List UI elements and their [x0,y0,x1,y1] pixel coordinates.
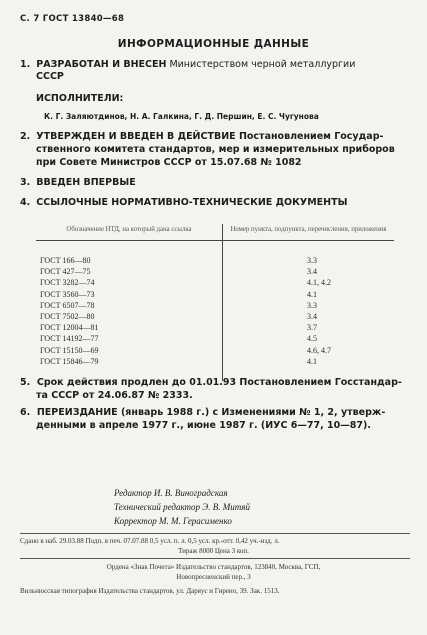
ref-clause: 3.4 [307,267,317,277]
section-2-number: 2. [20,131,31,142]
table-row [36,255,394,266]
imprint-line2: Тираж 8000 Цена 3 коп. [178,547,249,555]
divider-middle [20,558,410,559]
section-3-heading: ВВЕДЕН ВПЕРВЫЕ [36,177,136,188]
section-4 [20,196,347,209]
section-1-heading: РАЗРАБОТАН И ВНЕСЕН [36,59,167,70]
imprint-line1: Сдано в наб. 29.03.88 Подп. в печ. 07.07.88 0,5 усл. п. л. 0,5 усл. кр.-отт. 0,42 уч.-изд. л. [20,537,280,545]
ref-doc: ГОСТ 3282—74 [36,277,223,288]
section-1-line2: СССР [36,71,64,82]
table-row [36,356,394,367]
ref-clause: 4.5 [307,334,317,344]
section-3 [20,176,136,189]
table-row [36,311,394,322]
refs-col2-header: Номер пункта, подпункта, перечисления, приложения [223,224,395,241]
performers-list: К. Г. Заляютдинов, Н. А. Галкина, Г. Д. Першин, Е. С. Чугунова [44,112,319,121]
table-row [36,333,394,344]
table-row [36,300,394,311]
section-3-number: 3. [20,177,31,188]
section-6-line1: (январь 1988 г.) с Изменениями № 1, 2, утверж- [117,407,386,418]
section-6-heading: ПЕРЕИЗДАНИЕ [36,407,118,418]
table-row [36,289,394,300]
section-5-number: 5. [20,377,31,388]
section-4-number: 4. [20,197,31,208]
table-row [36,345,394,356]
section-2-heading: УТВЕРЖДЕН И ВВЕДЕН В ДЕЙСТВИЕ [36,131,236,142]
ref-doc: ГОСТ 12004—81 [36,322,223,333]
section-1 [20,58,355,71]
editor-credit: Редактор И. В. Виноградская [114,488,228,498]
imprint-line4: Новопресненский пер., 3 [176,573,251,581]
section-2-line3: при Совете Министров СССР от 15.07.68 № 1082 [36,157,302,168]
section-5-line1: Срок действия продлен до 01.01.93 Постановлением Госстандар- [36,377,402,388]
section-2-text: Постановлением Государ- [235,131,384,142]
ref-doc: ГОСТ 14192—77 [36,333,223,344]
table-row [36,277,394,288]
ref-clause: 4.1 [307,356,317,366]
section-2-line2: ственного комитета стандартов, мер и измерительных приборов [36,144,395,155]
section-5-line2: та СССР от 24.06.87 № 2333. [36,390,193,401]
section-5 [20,376,402,389]
ref-clause: 3.3 [307,256,317,265]
tech-editor-credit: Технический редактор Э. В. Митяй [114,502,250,512]
page-header: С. 7 ГОСТ 13840—68 [20,14,125,24]
ref-clause: 4.6, 4.7 [307,345,331,355]
imprint-line5: Вильнюсская типография Издательства стандартов, ул. Даряус и Гирено, 39. Зак. 1513. [20,587,280,595]
ref-doc: ГОСТ 166—80 [36,255,223,266]
ref-doc: ГОСТ 7502—80 [36,311,223,322]
section-6 [20,406,385,419]
section-6-number: 6. [20,407,31,418]
performers-label: ИСПОЛНИТЕЛИ: [36,93,124,104]
ref-clause: 3.7 [307,323,317,333]
section-1-number: 1. [20,59,31,70]
refs-col1-header: Обозначение НТД, на который дана ссылка [36,224,223,241]
imprint-line3: Ордена «Знак Почета» Издательство стандартов, 123840, Москва, ГСП, [106,563,321,571]
table-row [36,266,394,277]
divider-top [20,533,410,534]
ref-doc: ГОСТ 427—75 [36,266,223,277]
ref-doc: ГОСТ 3560—73 [36,289,223,300]
ref-clause: 4.1 [307,289,317,299]
table-row [36,322,394,333]
proofreader-credit: Корректор М. М. Герасименко [114,516,232,526]
ref-doc: ГОСТ 15150—69 [36,345,223,356]
section-6-line2: денными в апреле 1977 г., июне 1987 г. (ИУС 6—77, 10—87). [36,420,371,431]
ref-doc: ГОСТ 6507—78 [36,300,223,311]
ref-doc: ГОСТ 15846—79 [36,356,223,367]
ref-clause: 4.1, 4.2 [307,278,331,288]
section-1-text: Министерством черной металлургии [166,59,356,70]
section-4-heading: ССЫЛОЧНЫЕ НОРМАТИВНО-ТЕХНИЧЕСКИЕ ДОКУМЕНТЫ [36,197,348,208]
page-title: ИНФОРМАЦИОННЫЕ ДАННЫЕ [117,38,310,50]
section-2 [20,130,383,143]
ref-clause: 3.3 [307,300,317,310]
references-table [36,224,394,381]
ref-clause: 3.4 [307,312,317,322]
